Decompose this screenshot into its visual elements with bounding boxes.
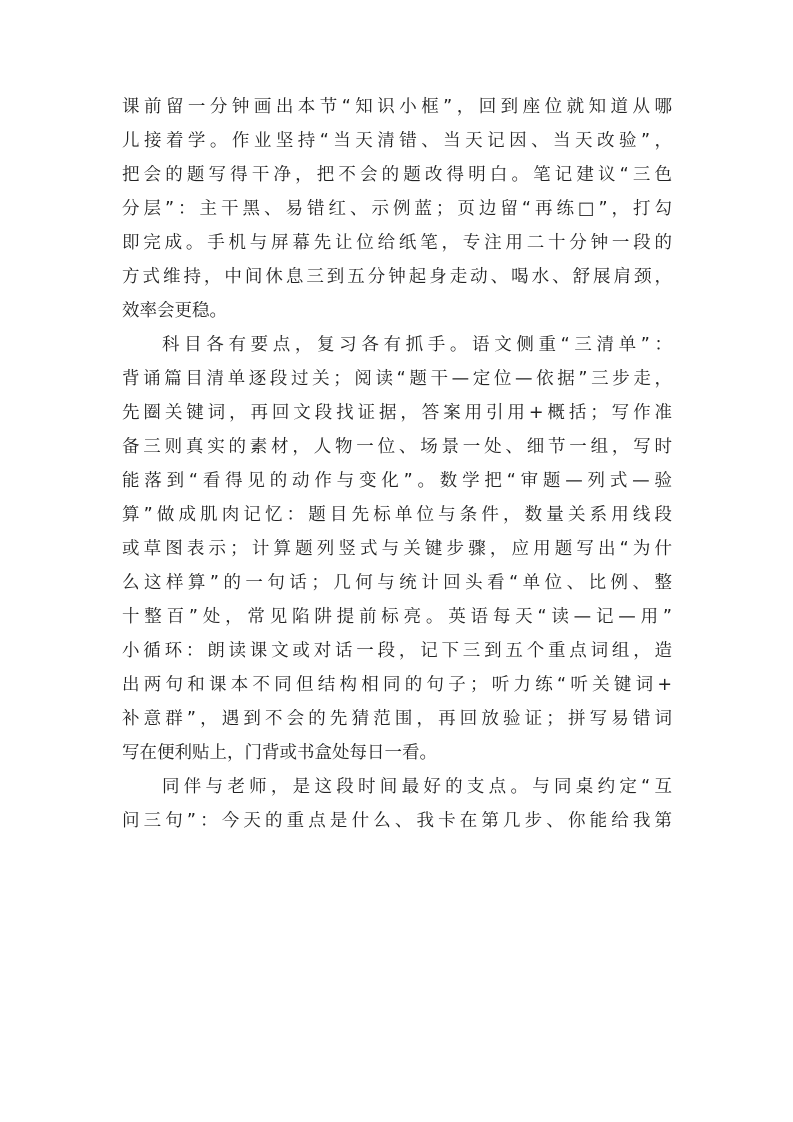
text-line: 或草图表示；计算题列竖式与关键步骤，应用题写出“为什 xyxy=(122,539,672,559)
text-line: 小循环：朗读课文或对话一段，记下三到五个重点词组，造 xyxy=(122,641,672,661)
text-line: 么这样算”的一句话；几何与统计回头看“单位、比例、整 xyxy=(122,573,672,593)
text-line: 出两句和课本不同但结构相同的句子；听力练“听关键词+ xyxy=(122,675,672,695)
text-line: 算”做成肌肉记忆：题目先标单位与条件，数量关系用线段 xyxy=(122,505,672,525)
text-line: 即完成。手机与屏幕先让位给纸笔，专注用二十分钟一段的 xyxy=(122,233,672,253)
text-line: 备三则真实的素材，人物一位、场景一处、细节一组，写时 xyxy=(122,437,672,457)
text-line: 写在便利贴上，门背或书盒处每日一看。 xyxy=(122,743,437,763)
text-line: 补意群”，遇到不会的先猜范围，再回放验证；拼写易错词 xyxy=(122,709,672,729)
text-line: 儿接着学。作业坚持“当天清错、当天记因、当天改验”， xyxy=(122,131,672,151)
text-line: 背诵篇目清单逐段过关；阅读“题干—定位—依据”三步走， xyxy=(122,369,672,389)
text-line: 课前留一分钟画出本节“知识小框”，回到座位就知道从哪 xyxy=(122,97,672,117)
paragraph-first-line: 同伴与老师，是这段时间最好的支点。与同桌约定“互 xyxy=(162,777,672,797)
text-line: 效率会更稳。 xyxy=(122,301,227,321)
text-line: 能落到“看得见的动作与变化”。数学把“审题—列式—验 xyxy=(122,471,672,491)
text-line: 分层”：主干黑、易错红、示例蓝；页边留“再练□”，打勾 xyxy=(122,199,672,219)
text-line: 先圈关键词，再回文段找证据，答案用引用+概括；写作准 xyxy=(122,403,672,423)
text-line: 方式维持，中间休息三到五分钟起身走动、喝水、舒展肩颈， xyxy=(122,267,672,287)
text-line: 十整百”处，常见陷阱提前标亮。英语每天“读—记—用” xyxy=(122,607,672,627)
paragraph-first-line: 科目各有要点，复习各有抓手。语文侧重“三清单”： xyxy=(162,335,672,355)
text-line: 问三句”：今天的重点是什么、我卡在第几步、你能给我第 xyxy=(122,811,672,831)
text-line: 把会的题写得干净，把不会的题改得明白。笔记建议“三色 xyxy=(122,165,672,185)
